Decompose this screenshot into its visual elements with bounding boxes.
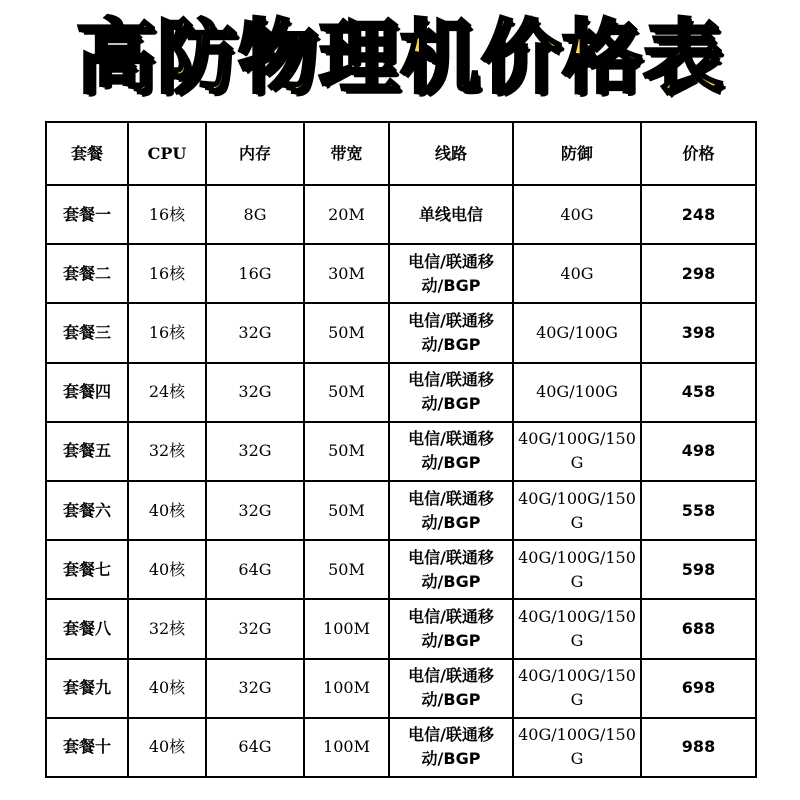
cell-bandwidth-text: 50M [328, 322, 365, 342]
cell-package-text: 套餐四 [62, 382, 111, 402]
cell-defense-text: 40G/100G [536, 322, 618, 342]
table-row [46, 244, 756, 303]
cell-memory-text: 64G [238, 559, 272, 579]
cell-bandwidth [304, 481, 389, 540]
table-header-row [46, 122, 756, 185]
cell-defense-text: 40G/100G/150G [518, 488, 636, 532]
cell-memory [206, 303, 304, 362]
cell-line [389, 303, 513, 362]
cell-line [389, 185, 513, 244]
cell-price [641, 422, 756, 481]
cell-cpu-text: 32核 [148, 618, 186, 638]
cell-defense [513, 185, 641, 244]
cell-bandwidth-text: 100M [323, 678, 370, 698]
cell-package [46, 659, 128, 718]
cell-package-text: 套餐五 [62, 441, 111, 461]
cell-cpu-text: 40核 [148, 678, 186, 698]
cell-bandwidth [304, 244, 389, 303]
cell-defense-text: 40G/100G/150G [518, 606, 636, 650]
cell-price-text: 688 [681, 618, 716, 638]
cell-memory-text: 64G [238, 737, 272, 757]
table-row [46, 659, 756, 718]
column-header-line: 线路 [389, 122, 513, 185]
cell-price-text: 698 [681, 678, 716, 698]
cell-line [389, 422, 513, 481]
cell-memory [206, 540, 304, 599]
price-table [45, 121, 757, 778]
cell-bandwidth [304, 422, 389, 481]
cell-package [46, 718, 128, 777]
cell-memory [206, 599, 304, 658]
cell-price-text: 988 [681, 737, 716, 757]
cell-line [389, 659, 513, 718]
cell-bandwidth-text: 50M [328, 500, 365, 520]
cell-line [389, 718, 513, 777]
cell-memory [206, 363, 304, 422]
cell-price-text: 398 [681, 322, 716, 342]
cell-defense-text: 40G/100G [536, 382, 618, 402]
cell-line-text: 电信/联通移动/BGP [408, 310, 494, 354]
column-header-price: 价格 [641, 122, 756, 185]
cell-memory-text: 32G [238, 322, 272, 342]
cell-package [46, 422, 128, 481]
cell-defense-text: 40G/100G/150G [518, 547, 636, 591]
cell-cpu [128, 540, 206, 599]
cell-memory-text: 32G [238, 500, 272, 520]
cell-cpu [128, 599, 206, 658]
cell-defense-text: 40G/100G/150G [518, 429, 636, 473]
cell-line-text: 单线电信 [418, 204, 483, 224]
cell-cpu [128, 303, 206, 362]
table-row [46, 363, 756, 422]
cell-price-text: 298 [681, 263, 716, 283]
cell-price [641, 481, 756, 540]
table-row [46, 185, 756, 244]
cell-price [641, 659, 756, 718]
cell-package-text: 套餐八 [62, 618, 111, 638]
cell-defense-text: 40G/100G/150G [518, 725, 636, 769]
cell-memory-text: 32G [238, 678, 272, 698]
cell-price-text: 498 [681, 441, 716, 461]
cell-line [389, 599, 513, 658]
cell-package-text: 套餐一 [62, 204, 111, 224]
cell-cpu [128, 244, 206, 303]
cell-price [641, 599, 756, 658]
cell-line-text: 电信/联通移动/BGP [408, 606, 494, 650]
column-header-cpu: CPU [128, 122, 206, 185]
cell-cpu-text: 24核 [148, 382, 186, 402]
cell-cpu [128, 481, 206, 540]
cell-cpu-text: 40核 [148, 559, 186, 579]
cell-cpu-text: 40核 [148, 737, 186, 757]
cell-bandwidth-text: 50M [328, 382, 365, 402]
cell-defense [513, 599, 641, 658]
cell-price-text: 558 [681, 500, 716, 520]
cell-line-text: 电信/联通移动/BGP [408, 666, 494, 710]
cell-bandwidth-text: 20M [328, 204, 365, 224]
cell-memory [206, 481, 304, 540]
cell-line [389, 244, 513, 303]
column-header-memory: 内存 [206, 122, 304, 185]
cell-memory [206, 244, 304, 303]
cell-cpu [128, 422, 206, 481]
cell-defense-text: 40G [560, 204, 594, 224]
cell-defense [513, 244, 641, 303]
cell-package [46, 540, 128, 599]
cell-memory [206, 422, 304, 481]
cell-cpu [128, 185, 206, 244]
cell-price-text: 248 [681, 204, 716, 224]
cell-cpu [128, 718, 206, 777]
cell-package [46, 185, 128, 244]
cell-cpu-text: 16核 [148, 263, 186, 283]
cell-package [46, 363, 128, 422]
cell-memory-text: 16G [238, 263, 272, 283]
cell-bandwidth [304, 718, 389, 777]
cell-memory [206, 185, 304, 244]
cell-cpu [128, 363, 206, 422]
cell-price-text: 598 [681, 559, 716, 579]
cell-defense [513, 718, 641, 777]
cell-line [389, 363, 513, 422]
cell-package [46, 599, 128, 658]
cell-line-text: 电信/联通移动/BGP [408, 251, 494, 295]
cell-memory-text: 8G [243, 204, 267, 224]
page-title: 高防物理机价格表 [76, 11, 724, 104]
cell-line [389, 540, 513, 599]
cell-price [641, 185, 756, 244]
cell-memory [206, 718, 304, 777]
cell-bandwidth-text: 50M [328, 559, 365, 579]
table-row [46, 303, 756, 362]
cell-defense [513, 422, 641, 481]
table-row [46, 718, 756, 777]
table-row [46, 422, 756, 481]
cell-defense [513, 303, 641, 362]
cell-defense [513, 659, 641, 718]
cell-line [389, 481, 513, 540]
cell-bandwidth [304, 659, 389, 718]
cell-line-text: 电信/联通移动/BGP [408, 429, 494, 473]
cell-price [641, 303, 756, 362]
table-row [46, 599, 756, 658]
cell-memory [206, 659, 304, 718]
cell-cpu [128, 659, 206, 718]
cell-bandwidth-text: 50M [328, 441, 365, 461]
cell-line-text: 电信/联通移动/BGP [408, 725, 494, 769]
cell-bandwidth [304, 540, 389, 599]
cell-package [46, 303, 128, 362]
cell-bandwidth [304, 303, 389, 362]
cell-defense [513, 363, 641, 422]
cell-package [46, 481, 128, 540]
cell-price [641, 363, 756, 422]
cell-defense [513, 540, 641, 599]
cell-package [46, 244, 128, 303]
column-header-bandwidth: 带宽 [304, 122, 389, 185]
cell-bandwidth-text: 30M [328, 263, 365, 283]
cell-memory-text: 32G [238, 441, 272, 461]
table-row [46, 481, 756, 540]
cell-price-text: 458 [681, 382, 716, 402]
cell-package-text: 套餐二 [62, 263, 111, 283]
cell-package-text: 套餐九 [62, 678, 111, 698]
cell-cpu-text: 32核 [148, 441, 186, 461]
column-header-defense: 防御 [513, 122, 641, 185]
cell-bandwidth [304, 599, 389, 658]
cell-memory-text: 32G [238, 618, 272, 638]
column-header-package: 套餐 [46, 122, 128, 185]
cell-package-text: 套餐十 [62, 737, 111, 757]
cell-bandwidth [304, 363, 389, 422]
cell-bandwidth [304, 185, 389, 244]
cell-bandwidth-text: 100M [323, 618, 370, 638]
cell-price [641, 540, 756, 599]
cell-bandwidth-text: 100M [323, 737, 370, 757]
cell-line-text: 电信/联通移动/BGP [408, 370, 494, 414]
cell-defense [513, 481, 641, 540]
cell-defense-text: 40G [560, 263, 594, 283]
cell-line-text: 电信/联通移动/BGP [408, 547, 494, 591]
cell-package-text: 套餐七 [62, 559, 111, 579]
cell-price [641, 244, 756, 303]
cell-memory-text: 32G [238, 382, 272, 402]
cell-cpu-text: 40核 [148, 500, 186, 520]
cell-cpu-text: 16核 [148, 204, 186, 224]
cell-defense-text: 40G/100G/150G [518, 666, 636, 710]
cell-price [641, 718, 756, 777]
cell-line-text: 电信/联通移动/BGP [408, 488, 494, 532]
table-row [46, 540, 756, 599]
cell-package-text: 套餐六 [62, 500, 111, 520]
cell-package-text: 套餐三 [62, 322, 111, 342]
cell-cpu-text: 16核 [148, 322, 186, 342]
